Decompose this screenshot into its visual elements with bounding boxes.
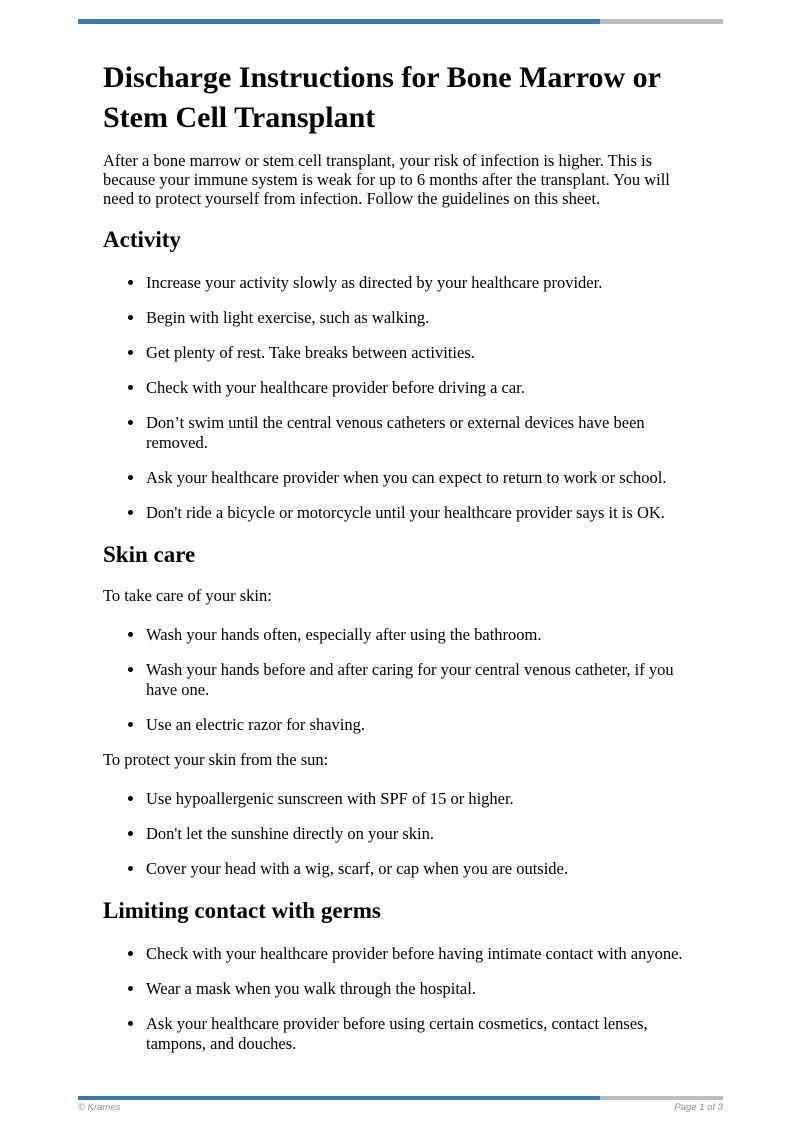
list-item: • Don’t swim until the central venous catheters or external devices have been removed. bbox=[145, 413, 703, 453]
section-heading-activity: Activity bbox=[103, 227, 181, 252]
list-item: • Cover your head with a wig, scarf, or cap when you are outside. bbox=[145, 859, 703, 879]
list-item: • Ask your healthcare provider when you can expect to return to work or school. bbox=[145, 468, 703, 488]
footer-page-number: Page 1 of 3 bbox=[674, 1102, 723, 1113]
skin-care-intro-2: To protect your skin from the sun: bbox=[103, 750, 329, 769]
page-footer bbox=[78, 1096, 723, 1113]
list-item: • Don't ride a bicycle or motorcycle until your healthcare provider says it is OK. bbox=[145, 503, 703, 523]
document-body bbox=[103, 24, 703, 1069]
list-item: • Get plenty of rest. Take breaks between activities. bbox=[145, 343, 703, 363]
skin-care-bullet-list-2 bbox=[103, 789, 703, 879]
list-item: • Wash your hands before and after caring for your central venous catheter, if you have one. bbox=[145, 660, 703, 700]
list-item: • Check with your healthcare provider before driving a car. bbox=[145, 378, 703, 398]
list-item: • Use an electric razor for shaving. bbox=[145, 715, 703, 735]
list-item: • Don't let the sunshine directly on your skin. bbox=[145, 824, 703, 844]
skin-care-intro-1: To take care of your skin: bbox=[103, 586, 272, 605]
section-heading-germs: Limiting contact with germs bbox=[103, 898, 381, 923]
germs-bullet-list bbox=[103, 944, 703, 1054]
list-item: • Wash your hands often, especially after using the bathroom. bbox=[145, 625, 703, 645]
footer-rule bbox=[78, 1096, 723, 1100]
footer-rule-gray-segment bbox=[600, 1096, 723, 1100]
section-heading-skin-care: Skin care bbox=[103, 542, 196, 567]
activity-bullet-list bbox=[103, 273, 703, 523]
list-item: • Check with your healthcare provider before having intimate contact with anyone. bbox=[145, 944, 703, 964]
intro-paragraph: After a bone marrow or stem cell transplant, your risk of infection is higher. This is because your immune system is weak for up to 6 months after the transplant. You will need to protect yourself from infection. Follow the guidelines on this sheet. bbox=[103, 151, 670, 208]
footer-rule-accent-segment bbox=[78, 1096, 600, 1100]
list-item: • Use hypoallergenic sunscreen with SPF of 15 or higher. bbox=[145, 789, 703, 809]
footer-copyright: © Krames bbox=[78, 1102, 121, 1113]
list-item: • Increase your activity slowly as directed by your healthcare provider. bbox=[145, 273, 703, 293]
page-title: Discharge Instructions for Bone Marrow or Stem Cell Transplant bbox=[103, 61, 661, 134]
list-item: • Wear a mask when you walk through the hospital. bbox=[145, 979, 703, 999]
skin-care-bullet-list-1 bbox=[103, 625, 703, 735]
list-item: • Ask your healthcare provider before using certain cosmetics, contact lenses, tampons, and douches. bbox=[145, 1014, 703, 1054]
list-item: • Begin with light exercise, such as walking. bbox=[145, 308, 703, 328]
